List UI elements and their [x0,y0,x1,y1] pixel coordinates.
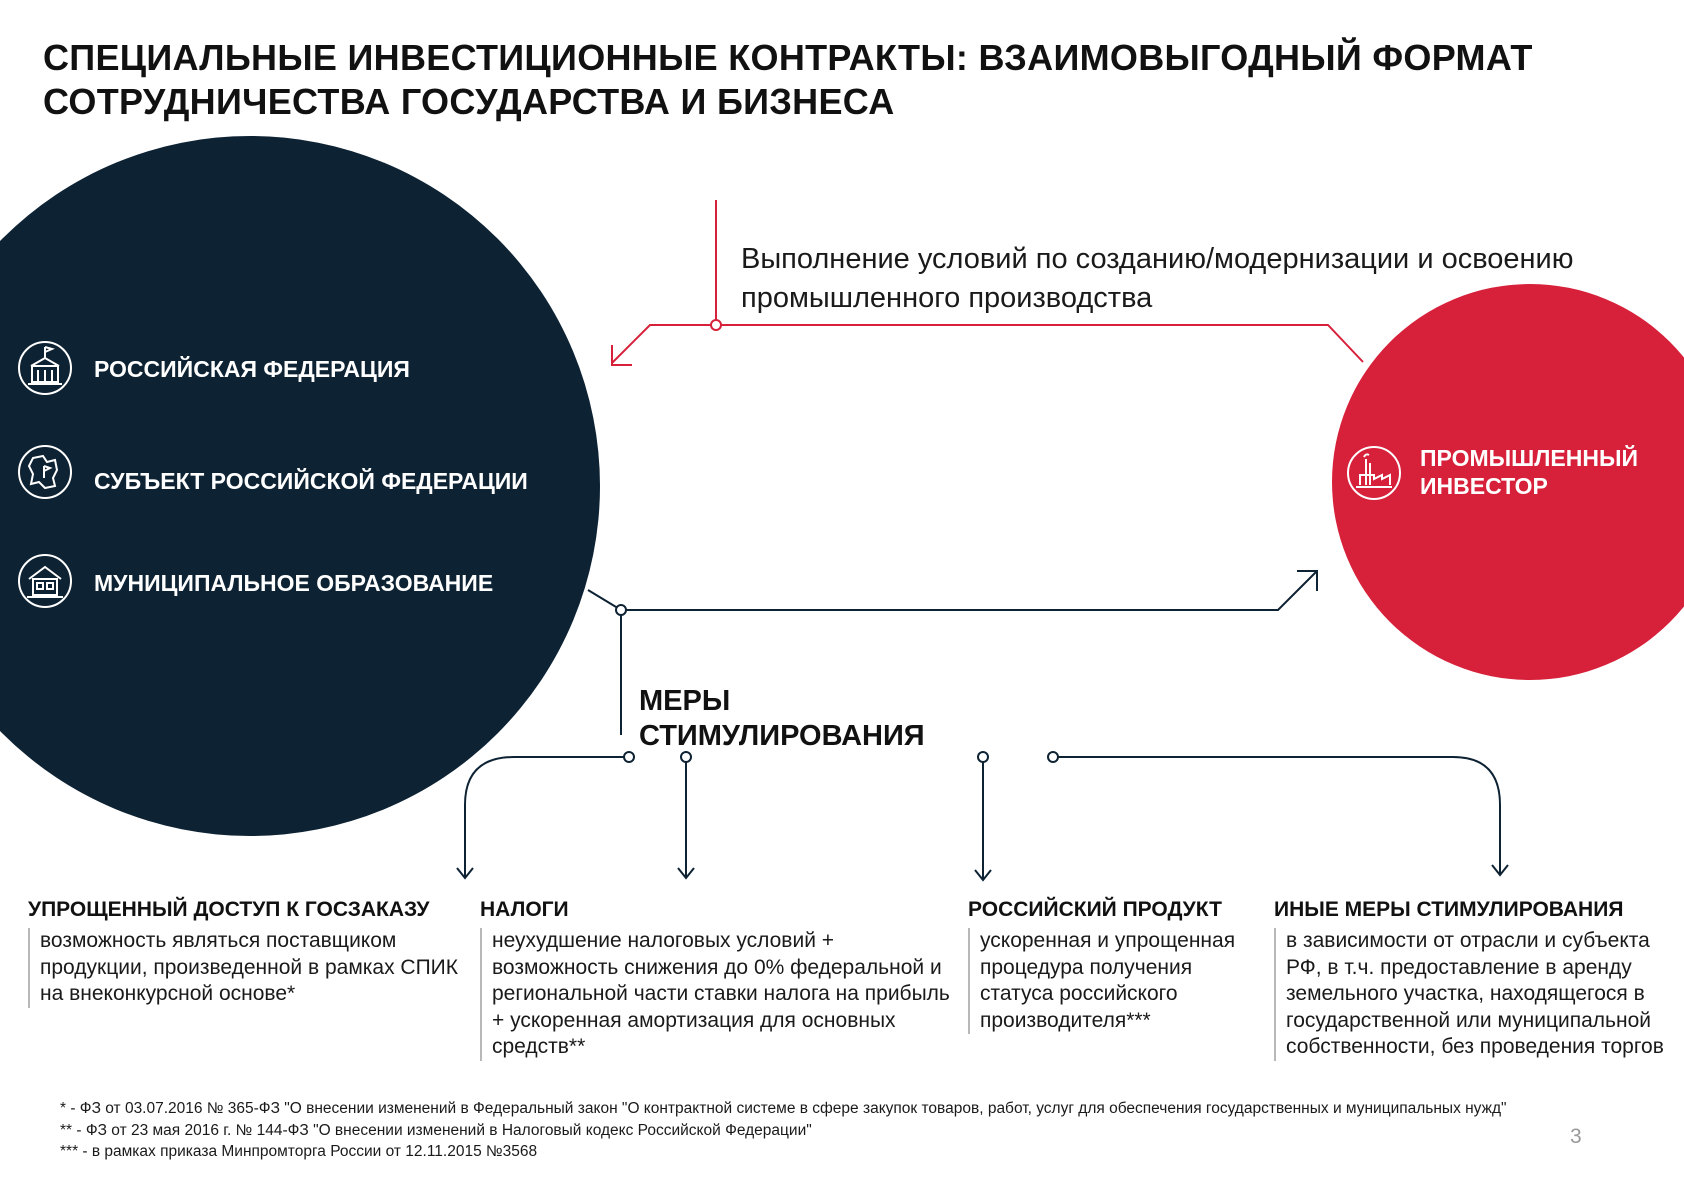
footnotes [60,1098,1560,1163]
municipal-building-icon [17,553,73,609]
investor-label-line2: ИНВЕСТОР [1420,473,1548,499]
column-text: ускоренная и упрощенная процедура получения статуса российского производителя*** [968,928,1258,1034]
column-text: в зависимости от отрасли и субъекта РФ, в т.ч. предоставление в аренду земельного участка, находящегося в государственной или муниципальной собственности, без проведения торгов [1274,928,1672,1061]
state-label-municipal: МУНИЦИПАЛЬНОЕ ОБРАЗОВАНИЕ [94,570,494,596]
column-title: ИНЫЕ МЕРЫ СТИМУЛИРОВАНИЯ [1274,898,1624,921]
column-text: возможность являться поставщиком продукции, произведенной в рамках СПИК на внеконкурсной основе* [28,928,458,1008]
obligation-text: Выполнение условий по созданию/модернизации и освоению промышленного производства [741,243,1574,314]
footnote-2: ** - ФЗ от 23 мая 2016 г. № 144-ФЗ "О внесении изменений в Налоговый кодекс Российской Федерации" [60,1121,812,1139]
state-label-federation: РОССИЙСКАЯ ФЕДЕРАЦИЯ [94,356,410,382]
measure-column-procurement [28,898,458,1008]
page-title: СПЕЦИАЛЬНЫЕ ИНВЕСТИЦИОННЫЕ КОНТРАКТЫ: ВЗАИМОВЫГОДНЫЙ ФОРМАТ СОТРУДНИЧЕСТВА ГОСУДАРСТВА И БИЗНЕСА [43,37,1533,122]
page-number: 3 [1570,1125,1582,1148]
measures-heading [639,684,925,754]
column-text: неухудшение налоговых условий + возможность снижения до 0% федеральной и региональной части ставки налога на прибыль + ускоренная амортизация для основных средств** [480,928,950,1061]
measure-column-other [1274,898,1672,1061]
region-map-icon [17,444,73,500]
investor-label-line1: ПРОМЫШЛЕННЫЙ [1420,445,1638,471]
measure-column-russian-product [968,898,1258,1034]
column-title: НАЛОГИ [480,898,569,921]
branch-connectors [457,752,1508,880]
footnote-3: *** - в рамках приказа Минпромторга России от 12.11.2015 №3568 [60,1143,538,1160]
state-label-subject: СУБЪЕКТ РОССИЙСКОЙ ФЕДЕРАЦИИ [94,468,528,494]
investor-label [1420,444,1638,500]
measures-heading-line2: СТИМУЛИРОВАНИЯ [639,720,925,752]
column-title: УПРОЩЕННЫЙ ДОСТУП К ГОСЗАКАЗУ [28,898,430,921]
factory-icon [1346,445,1402,501]
government-building-icon [17,340,73,396]
footnote-1: * - ФЗ от 03.07.2016 № 365-ФЗ "О внесении изменений в Федеральный закон "О контрактной системе в сфере закупок товаров, работ, услуг для обеспечения государственных и муниципальных нужд" [60,1100,1507,1117]
measures-heading-line1: МЕРЫ [639,685,731,717]
measure-column-taxes [480,898,950,1061]
column-title: РОССИЙСКИЙ ПРОДУКТ [968,898,1222,921]
